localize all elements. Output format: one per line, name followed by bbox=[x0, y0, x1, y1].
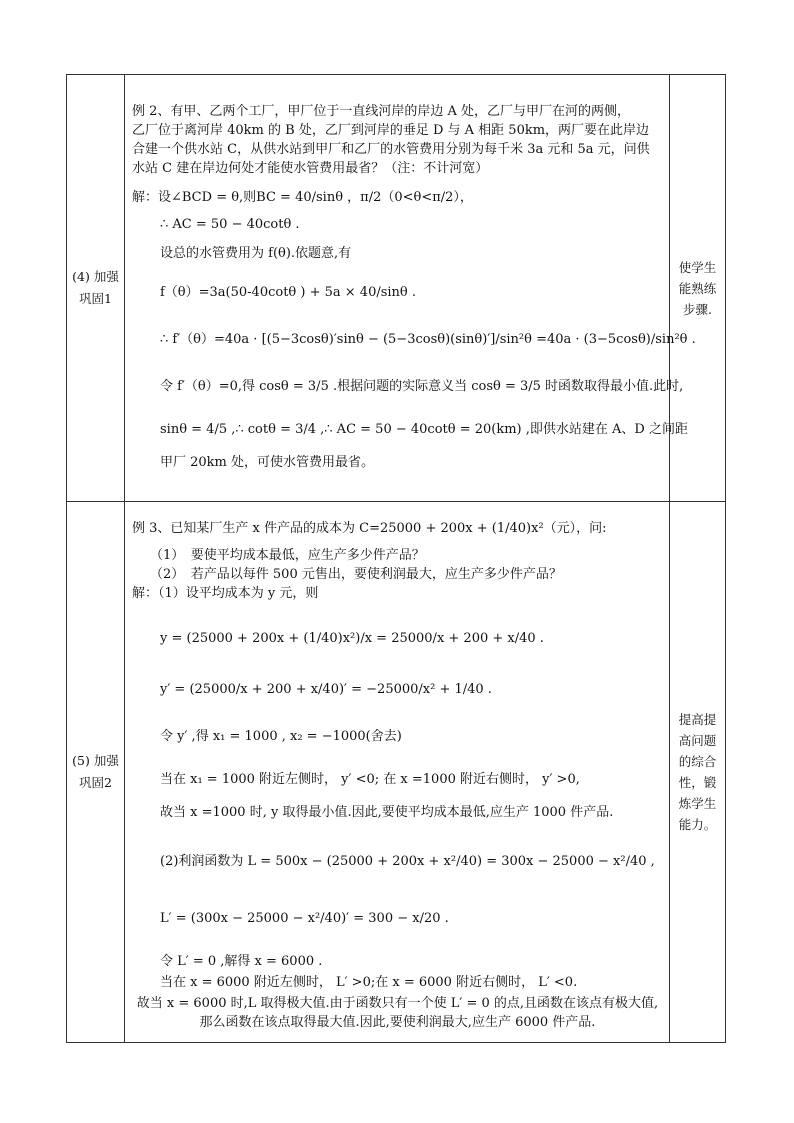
text-line: 合建一个供水站 C，从供水站到甲厂和乙厂的水管费用分别为每千米 3a 元和 5a 元，问供 bbox=[132, 142, 650, 157]
purpose-cell: 使学生能熟练步骤. bbox=[670, 75, 726, 502]
text-line: ∴ f′（θ）=40a · [(5−3cosθ)′sinθ − (5−3cosθ)(sinθ)′]/sin²θ =40a · (3−5cosθ)/sin²θ . bbox=[160, 332, 696, 347]
table-row bbox=[67, 75, 726, 502]
lesson-table bbox=[66, 74, 726, 1043]
content-cell bbox=[125, 502, 670, 1043]
table-row bbox=[67, 502, 726, 1043]
text-line: L′ = (300x − 25000 − x²/40)′ = 300 − x/20 . bbox=[160, 910, 449, 926]
purpose-cell: 提高提高问题的综合性，锻炼学生能力。 bbox=[670, 502, 726, 1043]
text-line: 故当 x = 6000 时,L 取得极大值.由于函数只有一个使 L′ = 0 的点,且函数在该点有极大值, bbox=[136, 995, 659, 1011]
text-line: ∴ AC = 50 − 40cotθ . bbox=[160, 217, 300, 232]
text-line: 水站 C 建在岸边何处才能使水管费用最省？（注：不计河宽） bbox=[132, 161, 489, 176]
text-line: f（θ）=3a(50-40cotθ ) + 5a × 40/sinθ . bbox=[160, 285, 417, 300]
text-line: 例 2、有甲、乙两个工厂，甲厂位于一直线河岸的岸边 A 处，乙厂与甲厂在河的两侧， bbox=[132, 104, 631, 119]
text-line: 故当 x =1000 时, y 取得最小值.因此,要使平均成本最低,应生产 1000 件产品. bbox=[160, 804, 614, 820]
text-line: 甲厂 20km 处，可使水管费用最省。 bbox=[160, 455, 375, 470]
stage-cell: (4) 加强巩固1 bbox=[67, 75, 125, 502]
text-line: 令 L′ = 0 ,解得 x = 6000 . bbox=[160, 953, 323, 969]
text-line: （1） 要使平均成本最低，应生产多少件产品？ bbox=[150, 547, 425, 563]
stage-cell: (5) 加强巩固2 bbox=[67, 502, 125, 1043]
text-line: sinθ = 4/5 ,∴ cotθ = 3/4 ,∴ AC = 50 − 40cotθ = 20(km) ,即供水站建在 A、D 之间距 bbox=[160, 422, 688, 437]
text-line: 乙厂位于离河岸 40km 的 B 处，乙厂到河岸的垂足 D 与 A 相距 50km，两厂要在此岸边 bbox=[132, 123, 650, 138]
text-line: 当在 x₁ = 1000 附近左侧时， y′ <0; 在 x =1000 附近右侧时， y′ >0, bbox=[160, 771, 580, 787]
text-line: 当在 x = 6000 附近左侧时， L′ >0;在 x = 6000 附近右侧时， L′ <0. bbox=[160, 974, 578, 990]
text-line: 令 y′ ,得 x₁ = 1000 , x₂ = −1000(舍去) bbox=[160, 728, 402, 744]
content-cell bbox=[125, 75, 696, 502]
text-line: 令 f′（θ）=0,得 cosθ = 3/5 .根据问题的实际意义当 cosθ = 3/5 时函数取得最小值.此时, bbox=[160, 379, 684, 394]
text-line: 解：（1）设平均成本为 y 元，则 bbox=[132, 585, 319, 601]
text-line: 那么函数在该点取得最大值.因此,要使利润最大,应生产 6000 件产品. bbox=[199, 1014, 596, 1030]
text-line: (2)利润函数为 L = 500x − (25000 + 200x + x²/40) = 300x − 25000 − x²/40 , bbox=[160, 853, 655, 869]
text-line: 例 3、已知某厂生产 x 件产品的成本为 C=25000 + 200x + (1/40)x²（元），问: bbox=[132, 520, 607, 536]
text-line: y′ = (25000/x + 200 + x/40)′ = −25000/x² + 1/40 . bbox=[160, 681, 492, 697]
text-line: （2） 若产品以每件 500 元售出，要使利润最大，应生产多少件产品？ bbox=[150, 566, 562, 582]
text-line: y = (25000 + 200x + (1/40)x²)/x = 25000/x + 200 + x/40 . bbox=[160, 630, 544, 646]
text-line: 解：设∠BCD = θ,则BC = 40/sinθ ，π/2（0<θ<π/2）， bbox=[132, 190, 473, 205]
text-line: 设总的水管费用为 f(θ).依题意,有 bbox=[160, 246, 352, 261]
